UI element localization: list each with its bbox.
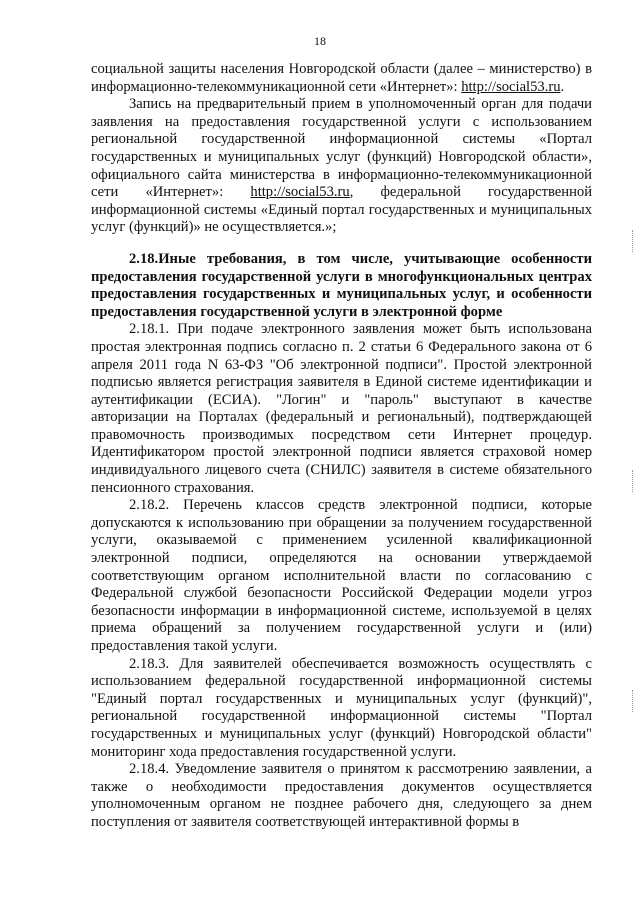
paragraph-text: Запись на предварительный прием в уполномоченный орган для подачи заявления на предоставления государственной услуги с использованием региональной государственной информационной системы «Портал государственных и муниципальных услуг (функций) Новгородской области», официального сайта министерства в информационно-телекоммуникационной сети «Интернет»:	[91, 96, 592, 201]
margin-mark	[632, 470, 636, 492]
margin-mark	[632, 230, 636, 252]
paragraph-text-end: , федеральной государственной информационной системы «Единый портал государственных и муниципальных услуг (функций)» не осуществляется.»;	[91, 184, 593, 236]
paragraph-text: социальной защиты населения Новгородской области (далее – министерство) в информационно-телекоммуникационной сети «Интернет»:	[91, 61, 592, 95]
margin-mark	[632, 690, 636, 712]
section-2-18-3: 2.18.3. Для заявителей обеспечивается возможность осуществлять с использованием федеральной государственной информационной системы "Единый портал государственных и муниципальных услуг (функций)", региональной государственной информационной системы "Портал государственных и муниципальных услуг (функций) Новгородской области" мониторинг хода предоставления государственной услуги.	[91, 655, 592, 760]
paragraph-appointment	[91, 96, 592, 237]
social53-link[interactable]: http://social53.ru	[461, 78, 561, 95]
paragraph-text-end: .	[560, 78, 565, 95]
section-2-18-4: 2.18.4. Уведомление заявителя о принятом к рассмотрению заявлении, а также о необходимости предоставления документов осуществляется уполномоченным органом не позднее рабочего дня, следующего за днем поступления от заявителя соответствующей интерактивной формы в	[91, 761, 592, 830]
section-heading-2-18: 2.18.Иные требования, в том числе, учитывающие особенности предоставления государственной услуги в многофункциональных центрах предоставления государственных и муниципальных услуг, и особенности предоставления государственной услуги в электронной форме	[91, 250, 592, 320]
social53-link[interactable]: http://social53.ru	[250, 184, 350, 201]
paragraph-continuation	[91, 61, 592, 96]
section-2-18-1: 2.18.1. При подаче электронного заявления может быть использована простая электронная подпись согласно п. 2 статьи 6 Федерального закона от 6 апреля 2011 года N 63-ФЗ "Об электронной подписи". Простой электронной подписью является регистрация заявителя в Единой системе идентификации и аутентификации (ЕСИА). "Логин" и "пароль" выступают в качестве авторизации на Порталах (федеральный и региональный), подтверждающей правомочность производимых посредством сети Интернет процедур. Идентификатором простой электронной подписи является страховой номер индивидуального лицевого счета (СНИЛС) заявителя в системе обязательного пенсионного страхования.	[91, 321, 592, 496]
section-2-18-2: 2.18.2. Перечень классов средств электронной подписи, которые допускаются к использованию при обращении за получением государственной услуги, оказываемой с применением усиленной квалификационной электронной подписи, определяются на основании утверждаемой соответствующим органом исполнительной власти по согласованию с Федеральной службой безопасности Российской Федерации модели угроз безопасности информации в информационной системе, используемой в целях приема обращений за получением государственной услуги и (или) предоставления такой услуги.	[91, 497, 592, 654]
document-body	[91, 61, 592, 832]
page-number: 18	[314, 34, 326, 48]
